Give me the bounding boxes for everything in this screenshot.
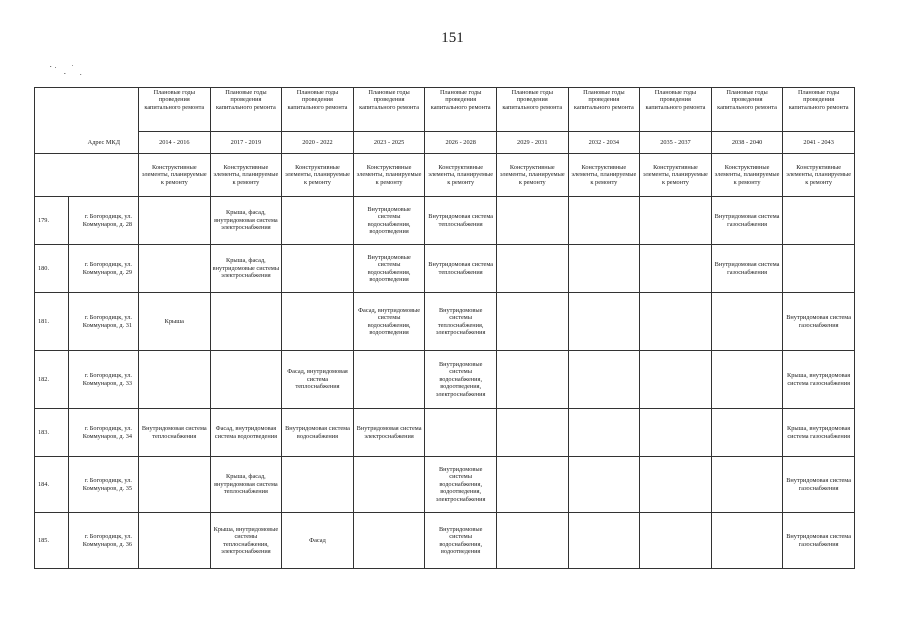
period-years: 2014 - 2016 [139,132,211,154]
table-cell: Внутридомовые системы водоснабжения, водоотведения [353,245,425,293]
table-cell: Внутридомовая система теплоснабжения [425,245,497,293]
table-cell [139,351,211,409]
table-cell [139,457,211,513]
table-cell: Фасад, внутридомовые системы водоснабжения, водоотведения [353,293,425,351]
period-header: Плановые годы проведения капитального ремонта [282,88,354,132]
table-cell: Фасад, внутридомовая система теплоснабжения [282,351,354,409]
table-cell [640,197,712,245]
elements-header: Конструктивные элементы, планируемые к ремонту [353,154,425,197]
table-cell [353,457,425,513]
table-cell [711,293,783,351]
header-corner [35,88,139,132]
scan-artifact [50,64,90,78]
period-header: Плановые годы проведения капитального ремонта [711,88,783,132]
period-years: 2041 - 2043 [783,132,855,154]
period-header: Плановые годы проведения капитального ремонта [568,88,640,132]
period-header: Плановые годы проведения капитального ремонта [640,88,712,132]
row-number: 185. [35,513,69,569]
period-header: Плановые годы проведения капитального ремонта [783,88,855,132]
table-cell [783,245,855,293]
row-number: 182. [35,351,69,409]
table-cell: Внутридомовая система теплоснабжения [139,409,211,457]
header-row-plan [35,88,855,132]
table-cell: Внутридомовая система газоснабжения [711,197,783,245]
elements-header: Конструктивные элементы, планируемые к ремонту [640,154,712,197]
table-cell [640,245,712,293]
table-cell: Фасад, внутридомовая система водоотведения [210,409,282,457]
table-cell [282,197,354,245]
row-number: 179. [35,197,69,245]
period-header: Плановые годы проведения капитального ремонта [139,88,211,132]
table-cell: Крыша, внутридомовые системы теплоснабжения, электроснабжения [210,513,282,569]
period-header: Плановые годы проведения капитального ремонта [210,88,282,132]
table-cell [711,351,783,409]
table-cell [496,197,568,245]
table-cell [210,293,282,351]
table-row [35,245,855,293]
table-cell [496,245,568,293]
table-cell [139,245,211,293]
elements-header: Конструктивные элементы, планируемые к ремонту [783,154,855,197]
table-cell: Внутридомовая система водоснабжения [282,409,354,457]
table-cell [711,409,783,457]
row-number: 183. [35,409,69,457]
table-cell [568,457,640,513]
period-header: Плановые годы проведения капитального ремонта [425,88,497,132]
row-address: г. Богородицк, ул. Коммунаров, д. 29 [69,245,139,293]
period-years: 2038 - 2040 [711,132,783,154]
row-address: г. Богородицк, ул. Коммунаров, д. 36 [69,513,139,569]
header-row-years [35,132,855,154]
table-cell: Крыша, внутридомовая система газоснабжения [783,351,855,409]
table-cell [353,513,425,569]
table-cell [425,409,497,457]
elements-header: Конструктивные элементы, планируемые к ремонту [711,154,783,197]
table-cell: Внутридомовые системы водоснабжения, водоотведения, электроснабжения [425,457,497,513]
period-years: 2020 - 2022 [282,132,354,154]
table-row [35,351,855,409]
table-cell [640,457,712,513]
table-row [35,197,855,245]
table-cell: Внутридомовая система газоснабжения [711,245,783,293]
table-cell: Внутридомовые системы водоснабжения, водоотведения [353,197,425,245]
table-cell [640,351,712,409]
table-cell: Крыша, внутридомовая система газоснабжения [783,409,855,457]
table-cell [783,197,855,245]
period-years: 2029 - 2031 [496,132,568,154]
row-number: 181. [35,293,69,351]
table-cell [711,457,783,513]
table-cell [282,457,354,513]
period-years: 2032 - 2034 [568,132,640,154]
table-cell: Внутридомовые системы водоснабжения, водоотведения, электроснабжения [425,351,497,409]
table-cell [640,513,712,569]
table-cell [640,409,712,457]
elements-header: Конструктивные элементы, планируемые к ремонту [282,154,354,197]
table-cell [282,293,354,351]
table-cell: Крыша [139,293,211,351]
row-address: г. Богородицк, ул. Коммунаров, д. 33 [69,351,139,409]
table-cell: Внутридомовая система электроснабжения [353,409,425,457]
table-cell [496,513,568,569]
table-cell [496,457,568,513]
table-cell: Внутридомовая система газоснабжения [783,457,855,513]
row-address: г. Богородицк, ул. Коммунаров, д. 28 [69,197,139,245]
table-row [35,293,855,351]
elements-header: Конструктивные элементы, планируемые к ремонту [139,154,211,197]
row-number: 180. [35,245,69,293]
row-number: 184. [35,457,69,513]
period-years: 2017 - 2019 [210,132,282,154]
table-row [35,409,855,457]
table-cell [353,351,425,409]
row-address: г. Богородицк, ул. Коммунаров, д. 34 [69,409,139,457]
row-address: г. Богородицк, ул. Коммунаров, д. 31 [69,293,139,351]
period-years: 2026 - 2028 [425,132,497,154]
table-cell: Внутридомовая система газоснабжения [783,293,855,351]
elements-header: Конструктивные элементы, планируемые к ремонту [425,154,497,197]
table-row [35,457,855,513]
table-cell [568,293,640,351]
capital-repair-table [34,87,855,569]
table-cell: Внутридомовые системы водоснабжения, водоотведения [425,513,497,569]
elements-header: Конструктивные элементы, планируемые к ремонту [496,154,568,197]
table-cell [568,245,640,293]
table-cell [568,513,640,569]
period-years: 2023 - 2025 [353,132,425,154]
table-cell [210,351,282,409]
table-row [35,513,855,569]
table-cell: Крыша, фасад, внутридомовая система электроснабжения [210,197,282,245]
table-cell [496,409,568,457]
page-number: 151 [441,30,464,46]
table-cell [282,245,354,293]
table-cell [496,351,568,409]
table-cell [568,351,640,409]
address-header: Адрес МКД [35,132,139,154]
table-cell [568,409,640,457]
period-years: 2035 - 2037 [640,132,712,154]
table-cell: Внутридомовая система газоснабжения [783,513,855,569]
table-cell [711,513,783,569]
table-cell [496,293,568,351]
row-address: г. Богородицк, ул. Коммунаров, д. 35 [69,457,139,513]
table-cell: Крыша, фасад, внутридомовые системы электроснабжения [210,245,282,293]
header-blank [35,154,139,197]
header-row-elements [35,154,855,197]
period-header: Плановые годы проведения капитального ремонта [353,88,425,132]
table-cell [139,197,211,245]
table-cell [640,293,712,351]
period-header: Плановые годы проведения капитального ремонта [496,88,568,132]
elements-header: Конструктивные элементы, планируемые к ремонту [568,154,640,197]
table-cell: Фасад [282,513,354,569]
table-cell: Внутридомовая система теплоснабжения [425,197,497,245]
table-cell: Внутридомовые системы теплоснабжения, электроснабжения [425,293,497,351]
table-cell [139,513,211,569]
table-cell: Крыша, фасад, внутридомовая система теплоснабжения [210,457,282,513]
table-cell [568,197,640,245]
elements-header: Конструктивные элементы, планируемые к ремонту [210,154,282,197]
